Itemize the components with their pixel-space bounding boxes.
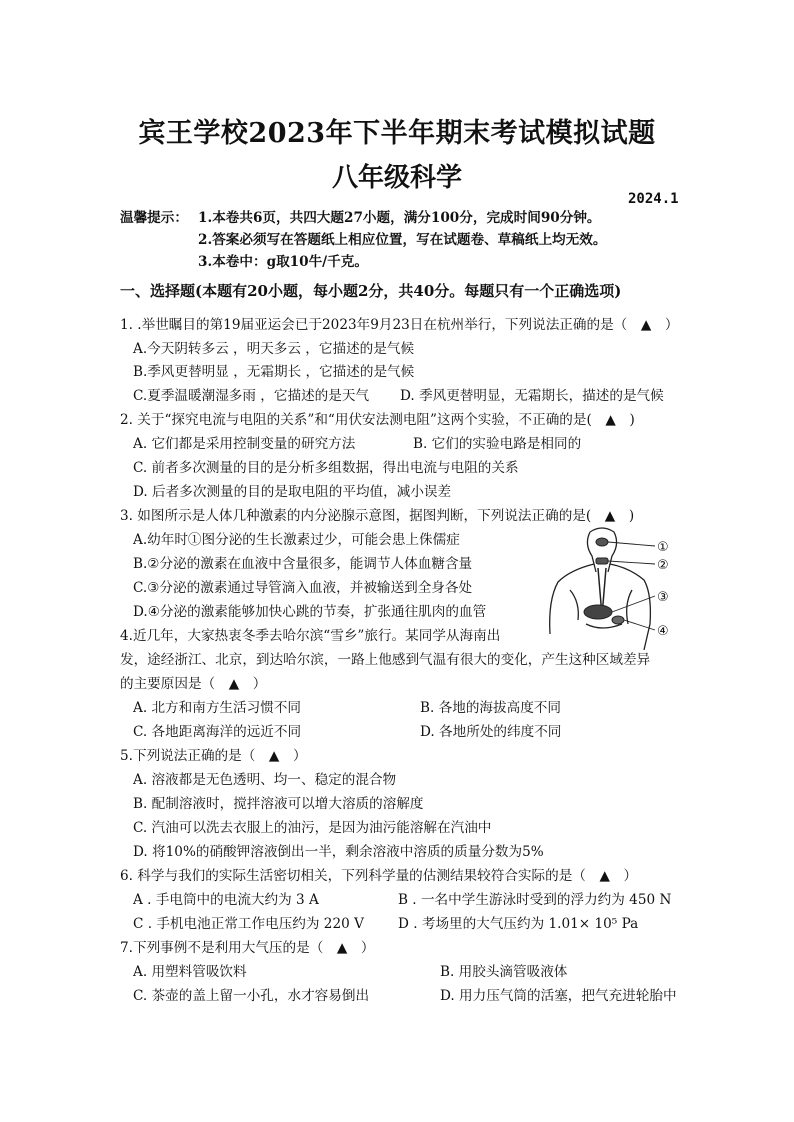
q4-option-d: D. 各地所处的纬度不同 (420, 724, 562, 740)
q1-option-a: A.今天阴转多云 ，明天多云 ，它描述的是气候 (133, 341, 415, 357)
pointer-line-3 (612, 596, 655, 612)
q4-option-a: A. 北方和南方生活习惯不同 (133, 700, 301, 716)
q5-option-a: A. 溶液都是无色透明、均一、稳定的混合物 (133, 772, 397, 788)
q7-stem: 7.下列事例不是利用大气压的是（ ▲ ） (120, 940, 375, 956)
q1-option-d: D. 季风更替明显，无霜期长，描述的是气候 (400, 388, 664, 404)
notice-item-1: 1.本卷共6页，共四大题27小题，满分100分，完成时间90分钟。 (198, 210, 601, 226)
notice-item-3: 3.本卷中：g取10牛/千克。 (198, 254, 368, 270)
notice-item-2: 2.答案必须写在答题纸上相应位置，写在试题卷、草稿纸上均无效。 (198, 232, 607, 248)
exam-date: 2024.1 (628, 191, 679, 207)
q6-option-d: D . 考场里的大气压约为 1.01× 10⁵ Pa (398, 916, 639, 932)
q2-option-a: A. 它们都是采用控制变量的研究方法 (133, 436, 356, 452)
q6-option-c: C . 手机电池正常工作电压约为 220 V (133, 916, 364, 932)
q3-option-d: D.④分泌的激素能够加快心跳的节奏，扩张通往肌肉的血管 (133, 604, 487, 620)
q6-option-b: B . 一名中学生游泳时受到的浮力约为 450 N (398, 892, 672, 908)
q3-option-c: C.③分泌的激素通过导管滴入血液，并被输送到全身各处 (133, 580, 473, 596)
q1-option-c: C.夏季温暖潮湿多雨 ，它描述的是天气 (133, 388, 370, 404)
q6-stem: 6. 科学与我们的实际生活密切相关，下列科学量的估测结果较符合实际的是（ ▲ ） (120, 868, 638, 884)
q4-option-c: C. 各地距离海洋的远近不同 (133, 724, 302, 740)
figure-label-4: ④ (657, 624, 669, 639)
exam-subtitle: 八年级科学 (331, 163, 462, 193)
figure-label-1: ① (657, 540, 669, 555)
q4-stem-line2: 发，途经浙江、北京，到达哈尔滨，一路上他感到气温有很大的变化，产生这种区域差异 (120, 652, 651, 668)
exam-title: 宾王学校2023年下半年期末考试模拟试题 (138, 118, 656, 149)
gland-marks (584, 538, 624, 624)
q7-option-c: C. 茶壶的盖上留一小孔，水才容易倒出 (133, 988, 370, 1004)
q6-option-a: A . 手电筒中的电流大约为 3 A (133, 892, 319, 908)
q7-option-a: A. 用塑料管吸饮料 (133, 964, 247, 980)
q2-option-b: B. 它们的实验电路是相同的 (413, 436, 582, 452)
q4-stem-line3: 的主要原因是（ ▲ ） (120, 676, 267, 692)
adrenal-mark (612, 616, 624, 624)
q5-option-c: C. 汽油可以洗去衣服上的油污，是因为油污能溶解在汽油中 (133, 820, 492, 836)
q7-option-d: D. 用力压气筒的活塞，把气充进轮胎中 (440, 988, 677, 1004)
q2-stem: 2. 关于“探究电流与电阻的关系”和“用伏安法测电阻”这两个实验，不正确的是( ▲ ) (120, 412, 635, 428)
q4-stem-line1: 4.近几年，大家热衷冬季去哈尔滨“雪乡”旅行。某同学从海南出 (120, 628, 501, 644)
q3-option-a: A.幼年时①图分泌的生长激素过少，可能会患上侏儒症 (133, 532, 460, 548)
figure-label-3: ③ (657, 590, 669, 605)
thyroid-mark (596, 558, 608, 564)
section-heading: 一、选择题(本题有20小题，每小题2分，共40分。每题只有一个正确选项) (120, 282, 622, 300)
q3-option-b: B.②分泌的激素在血液中含量很多，能调节人体血糖含量 (133, 556, 473, 572)
notice-label: 温馨提示： (120, 210, 188, 226)
pointer-line-2 (608, 561, 655, 564)
q1-stem: 1. .举世瞩目的第19届亚运会已于2023年9月23日在杭州举行，下列说法正确的是（ ▲ ） (120, 317, 679, 333)
q5-option-d: D. 将10%的硝酸钾溶液倒出一半，剩余溶液中溶质的质量分数为5% (133, 844, 544, 860)
q5-stem: 5.下列说法正确的是（ ▲ ） (120, 748, 307, 764)
q2-option-c: C. 前者多次测量的目的是分析多组数据，得出电流与电阻的关系 (133, 460, 519, 476)
pointer-line-1 (608, 542, 655, 546)
figure-label-2: ② (657, 558, 669, 573)
pancreas-mark (584, 605, 612, 619)
q2-option-d: D. 后者多次测量的目的是取电阻的平均值，减小误差 (133, 484, 452, 500)
pituitary-mark (596, 538, 608, 546)
q1-option-b: B.季风更替明显 ，无霜期长 ，它描述的是气候 (133, 364, 415, 380)
q3-stem: 3. 如图所示是人体几种激素的内分泌腺示意图，据图判断，下列说法正确的是( ▲ ) (120, 508, 635, 524)
q7-option-b: B. 用胶头滴管吸液体 (440, 964, 568, 980)
endocrine-figure (540, 524, 680, 650)
q4-option-b: B. 各地的海拔高度不同 (420, 700, 561, 716)
q5-option-b: B. 配制溶液时，搅拌溶液可以增大溶质的溶解度 (133, 796, 424, 812)
